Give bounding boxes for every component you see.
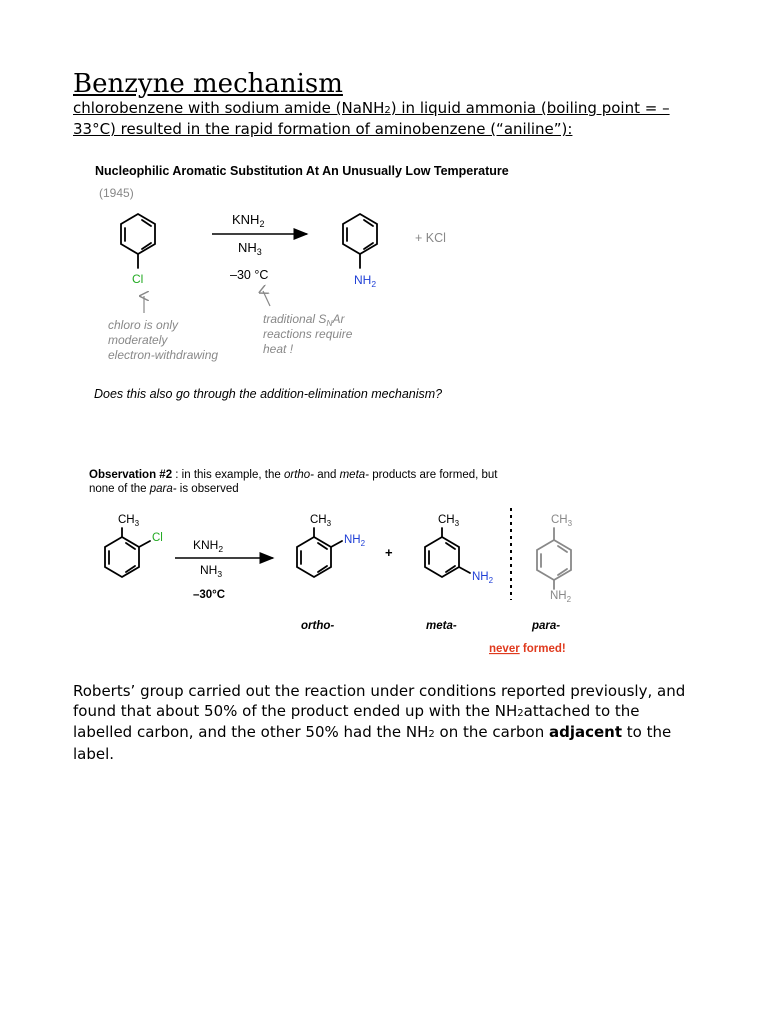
document-title: Benzyne mechanism (73, 69, 343, 99)
chloro-atom-label: Cl (132, 272, 144, 286)
mechanism-question: Does this also go through the addition-elimination mechanism? (94, 387, 443, 401)
chlorotoluene-structure (105, 528, 150, 577)
label-ortho: ortho- (301, 620, 335, 632)
methyl-label-meta: $CH_3$ (438, 514, 460, 528)
meta-product-structure (425, 528, 470, 577)
kcl-byproduct: + KCl (415, 231, 446, 245)
note-chloro: chloro is only moderately electron-withdrawing (108, 318, 219, 362)
figure-1 (94, 164, 509, 401)
figure1-year: (1945) (99, 186, 134, 200)
intro-text: chlorobenzene with sodium amide (NaNH2) in liquid ammonia (boiling point = –33°C) resulted in the rapid formation of aminobenzene (“aniline”): (73, 99, 670, 138)
label-meta: meta- (426, 620, 457, 632)
never-formed-note: never formed! (489, 643, 566, 655)
amino-group-label: $NH_2$ (354, 273, 377, 289)
figure1-heading: Nucleophilic Aromatic Substitution At An Unusually Low Temperature (95, 164, 509, 178)
chloro-label-reactant: Cl (152, 532, 163, 544)
reagent-knh2-2: $KNH_2$ (193, 538, 224, 554)
amine-label-ortho: $NH_2$ (344, 534, 366, 548)
aniline-structure (343, 214, 377, 268)
figure-2 (89, 469, 573, 655)
methyl-label-ortho: $CH_3$ (310, 514, 332, 528)
temperature-label: –30 °C (230, 268, 269, 282)
plus-sign: + (385, 545, 393, 560)
solvent-nh3-2: $NH_3$ (200, 563, 223, 579)
methyl-label-reactant: $CH_3$ (118, 514, 140, 528)
ortho-product-structure (297, 528, 342, 577)
para-product-structure (537, 528, 571, 589)
amine-label-para: $NH_2$ (550, 590, 572, 604)
temperature-label-2: –30°C (193, 589, 226, 601)
methyl-label-para: $CH_3$ (551, 514, 573, 528)
reagent-knh2: $KNH_2$ (232, 212, 265, 229)
chlorobenzene-structure (121, 214, 155, 268)
solvent-nh3: $NH_3$ (238, 240, 262, 257)
note-snar: traditional $S_NAr$ reactions require heat ! (263, 312, 353, 356)
amine-label-meta: $NH_2$ (472, 571, 494, 585)
roberts-paragraph: Roberts’ group carried out the reaction under conditions reported previously, and found that about 50% of the product ended up with the NH2attached to the labelled carbon, and the other 50% had the NH2 on the carbon adjacent to the label. (73, 682, 686, 763)
observation-line-1: Observation #2 : in this example, the ortho- and meta- products are formed, but (89, 469, 498, 481)
label-para: para- (532, 620, 561, 632)
observation-line-2: none of the para- is observed (89, 483, 239, 495)
